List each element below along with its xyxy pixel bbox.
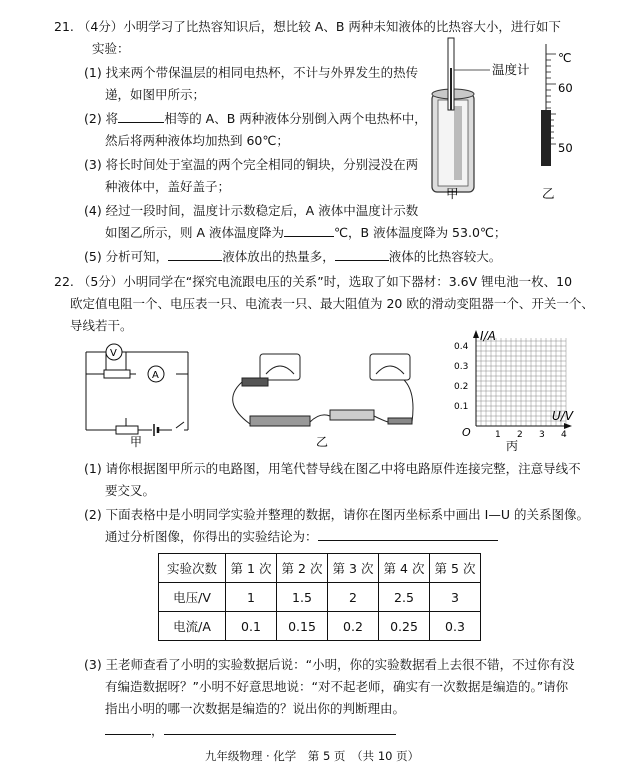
answer-blank[interactable] <box>168 248 222 261</box>
table-cell: 电压/V <box>159 583 226 612</box>
q22-part2-a: (2) 下面表格中是小明同学实验并整理的数据，请你在图丙坐标系中画出 I—U 的关系图像。 <box>84 507 589 522</box>
table-cell: 0.1 <box>226 612 277 641</box>
ammeter-device <box>370 354 410 380</box>
rheostat-device <box>250 416 310 426</box>
table-header-cell: 第 1 次 <box>226 554 277 583</box>
table-cell: 2.5 <box>379 583 430 612</box>
q21-step5-mid: 液体放出的热量多， <box>222 249 335 264</box>
q21-step4-post: ℃，B 液体温度降为 53.0℃； <box>334 225 507 240</box>
thermometer-icon <box>448 38 454 110</box>
table-cell: 0.3 <box>430 612 481 641</box>
q21-step2-post: 相等的 A、B 两种液体分别倒入两个电热杯中， <box>164 111 427 126</box>
table-cell: 0.15 <box>277 612 328 641</box>
answer-blank[interactable] <box>318 528 498 541</box>
q21-step1-b: 递，如图甲所示； <box>105 87 206 102</box>
table-cell: 1.5 <box>277 583 328 612</box>
q22-part2-b <box>105 528 498 546</box>
voltmeter-device <box>260 354 300 380</box>
q21-step3-b: 种液体中，盖好盖子； <box>105 179 231 194</box>
q21-step4-a: (4) 经过一段时间，温度计示数稳定后，A 液体中温度计示数 <box>84 203 419 218</box>
q21-step3-a: (3) 将长时间处于室温的两个完全相同的铜块，分别浸没在两 <box>84 157 419 172</box>
table-header-cell: 实验次数 <box>159 554 226 583</box>
table-cell: 1 <box>226 583 277 612</box>
x-tick-label: 2 <box>517 430 523 440</box>
q22-head-cont2: 导线若干。 <box>70 318 133 333</box>
battery-device <box>330 410 374 420</box>
resistor-device <box>242 378 268 386</box>
q22-part3-answer: ， <box>105 722 396 740</box>
table-cell: 电流/A <box>159 612 226 641</box>
circuit-diagram <box>76 342 206 450</box>
y-axis-label: I/A <box>480 329 496 343</box>
table-header-row <box>159 554 481 583</box>
q21-step5-pre: (5) 分析可知， <box>84 249 169 264</box>
figure-label-yi: 乙 <box>542 186 555 201</box>
q21-head-cont: 实验： <box>92 41 130 56</box>
q22-part3-a: (3) 王老师查看了小明的实验数据后说：“小明，你的实验数据看上去很不错，不过你有没 <box>84 657 575 672</box>
q21-figure <box>420 28 600 208</box>
battery-icon <box>154 424 158 436</box>
q21-step5 <box>84 248 501 266</box>
svg-text:丙: 丙 <box>506 439 519 453</box>
y-tick-label: 0.1 <box>454 402 469 412</box>
q21-step4-pre: 如图乙所示，则 A 液体温度降为 <box>105 225 284 240</box>
figure-label-jia: 甲 <box>446 186 459 201</box>
table-cell: 2 <box>328 583 379 612</box>
scale-tick-50: 50 <box>558 141 573 155</box>
q21-step5-post: 液体的比热容较大。 <box>388 249 502 264</box>
q22-part3-b: 有编造数据呀？”小明不好意思地说：“对不起老师，确实有一次数据是编造的。”请你 <box>105 679 569 694</box>
table-row <box>159 612 481 641</box>
apparatus-drawing <box>220 342 420 450</box>
q22-head-cont: 欧定值电阻一个、电压表一只、电流表一只、最大阻值为 20 欧的滑动变阻器一个、开关一个、 <box>70 296 594 311</box>
page-footer: 九年级物理 · 化学 第 5 页 （共 10 页） <box>204 749 420 763</box>
x-tick-label: 4 <box>561 430 567 440</box>
table-header-cell: 第 3 次 <box>328 554 379 583</box>
x-tick-label: 3 <box>539 430 545 440</box>
answer-blank[interactable] <box>284 224 334 237</box>
q22-part3-c: 指出小明的哪一次数据是编造的？说出你的判断理由。 <box>105 701 406 716</box>
svg-text:甲: 甲 <box>130 435 143 449</box>
q21-step1-a: (1) 找来两个带保温层的相同电热杯，不计与外界发生的热传 <box>84 65 419 80</box>
resistor-icon <box>104 370 130 378</box>
y-tick-label: 0.3 <box>454 362 469 372</box>
table-cell: 3 <box>430 583 481 612</box>
q21-head: 21. （4分）小明学习了比热容知识后，想比较 A、B 两种未知液体的比热容大小，进行如下 <box>54 19 561 34</box>
q21-step2-b: 然后将两种液体均加热到 60℃； <box>105 133 289 148</box>
q22-part1-b: 要交叉。 <box>105 483 156 498</box>
table-cell: 0.25 <box>379 612 430 641</box>
thermometer-scale <box>541 44 573 166</box>
q22-part1-a: (1) 请你根据图甲所示的电路图，用笔代替导线在图乙中将电路原件连接完整，注意导线不 <box>84 461 581 476</box>
y-tick-label: 0.4 <box>454 342 469 352</box>
table-header-cell: 第 4 次 <box>379 554 430 583</box>
table-row <box>159 583 481 612</box>
switch-device <box>388 418 412 424</box>
iu-graph <box>446 326 586 456</box>
answer-blank[interactable] <box>105 722 151 735</box>
q21-step4-b <box>105 224 506 242</box>
answer-blank[interactable] <box>164 722 396 735</box>
answer-blank[interactable] <box>118 110 164 123</box>
q21-step2-pre: (2) 将 <box>84 111 119 126</box>
table-header-cell: 第 5 次 <box>430 554 481 583</box>
x-tick-label: 1 <box>495 430 501 440</box>
rheostat-icon <box>116 426 138 434</box>
scale-tick-60: 60 <box>558 81 573 95</box>
answer-blank[interactable] <box>335 248 389 261</box>
data-table <box>158 553 481 641</box>
table-header-cell: 第 2 次 <box>277 554 328 583</box>
thermometer-label: 温度计 <box>492 62 530 77</box>
q21-step2-a <box>84 110 427 128</box>
x-axis-label: U/V <box>552 409 574 423</box>
y-tick-label: 0.2 <box>454 382 469 392</box>
table-cell: 0.2 <box>328 612 379 641</box>
svg-text:A: A <box>152 370 159 381</box>
q22-head: 22. （5分）小明同学在“探究电流跟电压的关系”时，选取了如下器材：3.6V 锂电池一枚、10 <box>54 274 573 289</box>
scale-unit: ℃ <box>558 51 572 65</box>
svg-text:乙: 乙 <box>316 435 329 449</box>
q22-part2-prompt: 通过分析图像，你得出的实验结论为： <box>105 529 318 544</box>
origin-label: O <box>462 426 471 439</box>
svg-text:V: V <box>110 348 117 359</box>
